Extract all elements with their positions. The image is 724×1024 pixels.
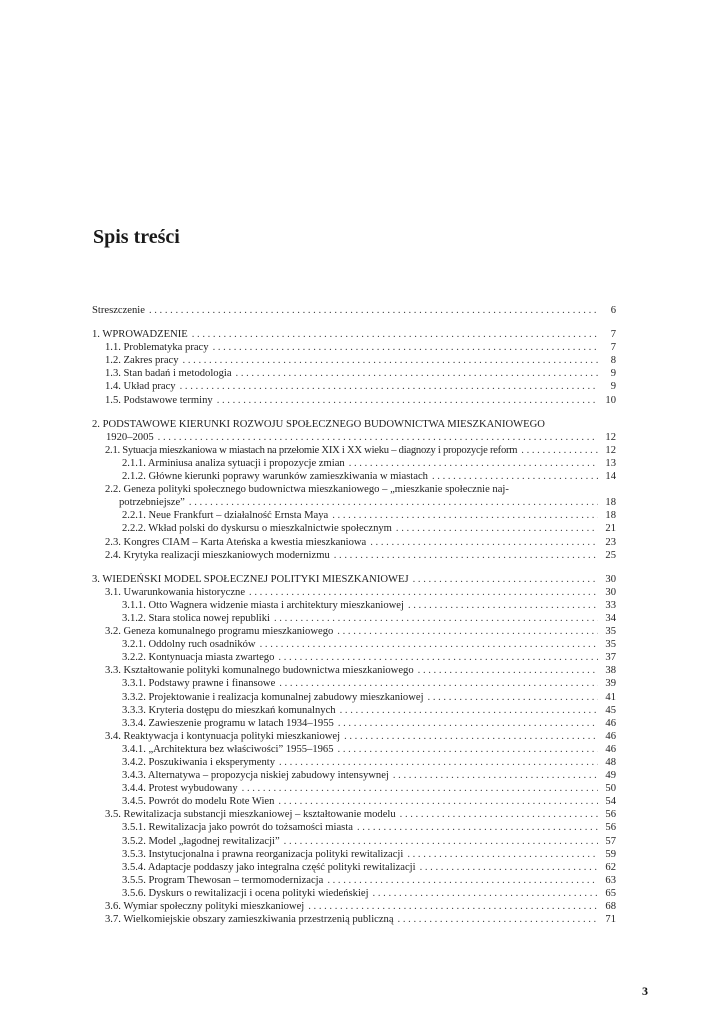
toc-entry-title: 2.1.2. Główne kierunki poprawy warunków zamieszkiwania w miastach — [122, 471, 428, 483]
toc-entry-page: 49 — [605, 770, 616, 782]
toc-entry[interactable] — [92, 900, 616, 913]
toc-entry-title-continued: 1920–2005 — [106, 431, 154, 443]
toc-entry[interactable] — [92, 861, 616, 874]
toc-entry[interactable] — [92, 457, 616, 470]
dot-leader — [236, 367, 598, 380]
toc-entry-page: 57 — [605, 835, 616, 847]
dot-leader — [344, 730, 598, 743]
toc-entry-page: 9 — [610, 381, 616, 393]
toc-entry[interactable] — [92, 730, 616, 743]
toc-entry-title-continued: potrzebniejsze” — [119, 497, 185, 509]
dot-leader — [357, 821, 598, 834]
toc-entry[interactable] — [92, 586, 616, 599]
toc-entry-title: 2. PODSTAWOWE KIERUNKI ROZWOJU SPOŁECZNEGO BUDOWNICTWA MIESZKANIOWEGO — [92, 418, 545, 430]
toc-entry[interactable] — [92, 874, 616, 887]
dot-leader — [398, 913, 598, 926]
toc-entry[interactable] — [92, 367, 616, 380]
dot-leader — [407, 848, 598, 861]
dot-leader — [521, 444, 598, 457]
toc-entry-page: 13 — [605, 457, 616, 469]
dot-leader — [370, 536, 598, 549]
toc-entry-page: 59 — [605, 848, 616, 860]
toc-entry-title: 2.2.2. Wkład polski do dyskursu o mieszkalnictwie społecznym — [122, 523, 392, 535]
toc-entry-page: 25 — [605, 549, 616, 561]
toc-entry-title: 3.4.4. Protest wybudowany — [122, 783, 238, 795]
dot-leader — [278, 795, 598, 808]
toc-entry-page: 18 — [605, 510, 616, 522]
dot-leader — [428, 691, 598, 704]
dot-leader — [373, 887, 598, 900]
toc-entry-page: 7 — [610, 329, 616, 341]
toc-entry-title: 3.5.2. Model „łagodnej rewitalizacji” — [122, 835, 280, 847]
toc-entry-page: 35 — [605, 626, 616, 638]
toc-entry-page: 56 — [605, 822, 616, 834]
toc-entry-title: 3.5.6. Dyskurs o rewitalizacji i ocena polityki wiedeńskiej — [122, 887, 369, 899]
toc-entry[interactable] — [92, 835, 616, 848]
toc-entry-title: 3.6. Wymiar społeczny polityki mieszkaniowej — [105, 901, 305, 913]
toc-entry-page: 23 — [605, 536, 616, 548]
toc-entry[interactable] — [92, 625, 616, 638]
toc-entry-abstract[interactable] — [92, 304, 616, 317]
toc-entry-page: 7 — [610, 342, 616, 354]
toc-entry-title: 3.2.1. Oddolny ruch osadników — [122, 639, 256, 651]
toc-entry[interactable] — [92, 599, 616, 612]
dot-leader — [349, 457, 598, 470]
toc-entry-page: 30 — [605, 586, 616, 598]
toc-entry-title: 3.7. Wielkomiejskie obszary zamieszkiwania przestrzenią publiczną — [105, 914, 394, 926]
toc-entry[interactable] — [92, 704, 616, 717]
toc-entry-title: 1.2. Zakres pracy — [105, 355, 179, 367]
dot-leader — [408, 599, 598, 612]
toc-entry[interactable] — [92, 549, 616, 562]
dot-leader — [284, 835, 598, 848]
dot-leader — [334, 549, 598, 562]
dot-leader — [249, 586, 598, 599]
toc-entry-title: 3.3. Kształtowanie polityki komunalnego budownictwa mieszkaniowego — [105, 665, 414, 677]
toc-entry[interactable] — [92, 651, 616, 664]
toc-entry-title: 2.1. Sytuacja mieszkaniowa w miastach na przełomie XIX i XX wieku – diagnozy i propozycje reform — [105, 444, 518, 456]
toc-entry-title: 1.1. Problematyka pracy — [105, 342, 209, 354]
toc-entry-title: 1.4. Układ pracy — [105, 381, 176, 393]
toc-entry-page: 68 — [605, 901, 616, 913]
toc-entry[interactable] — [92, 808, 616, 821]
toc-entry[interactable] — [92, 756, 616, 769]
toc-entry-title: 3.3.3. Kryteria dostępu do mieszkań komunalnych — [122, 704, 336, 716]
toc-entry-page: 12 — [605, 431, 616, 443]
toc-entry[interactable] — [92, 782, 616, 795]
toc-entry-title: 3.5.3. Instytucjonalna i prawna reorganizacja polityki rewitalizacji — [122, 848, 404, 860]
toc-entry-title: 3.3.1. Podstawy prawne i finansowe — [122, 678, 276, 690]
toc-entry[interactable] — [92, 470, 616, 483]
dot-leader — [279, 677, 598, 690]
toc-entry-title: 3.4.2. Poszukiwania i eksperymenty — [122, 757, 275, 768]
toc-entry-page: 21 — [605, 523, 616, 535]
toc-entry-title: 3.1. Uwarunkowania historyczne — [105, 586, 246, 598]
dot-leader — [274, 612, 598, 625]
toc-entry[interactable] — [92, 821, 616, 834]
toc-entry-page: 35 — [605, 639, 616, 651]
toc-chapter-3[interactable] — [92, 573, 616, 586]
toc-entry[interactable] — [92, 743, 616, 756]
toc-entry-page: 48 — [605, 757, 616, 768]
toc-entry[interactable] — [92, 536, 616, 549]
dot-leader — [180, 380, 598, 393]
toc-entry-page: 46 — [605, 743, 616, 755]
toc-entry-page: 56 — [605, 809, 616, 821]
dot-leader — [393, 769, 598, 782]
toc-entry[interactable] — [92, 638, 616, 651]
toc-entry[interactable] — [92, 769, 616, 782]
toc-entry-title: 2.1.1. Arminiusa analiza sytuacji i propozycje zmian — [122, 457, 345, 469]
dot-leader — [418, 664, 598, 677]
toc-entry-title: 3.4.3. Alternatywa – propozycja niskiej zabudowy intensywnej — [122, 770, 389, 782]
toc-entry-page: 45 — [605, 704, 616, 716]
toc-entry-title: 2.2. Geneza polityki społecznego budownictwa mieszkaniowego – „mieszkanie społecznie naj- — [105, 484, 509, 496]
toc-entry-title: Streszczenie — [92, 305, 145, 316]
toc-entry-page: 71 — [605, 914, 616, 926]
toc-entry-title: 3.2. Geneza komunalnego programu mieszkaniowego — [105, 626, 334, 638]
dot-leader — [189, 496, 598, 509]
dot-leader — [278, 651, 598, 664]
toc-entry-page: 46 — [605, 730, 616, 742]
table-of-contents — [92, 304, 616, 926]
toc-entry[interactable] — [92, 913, 616, 926]
dot-leader — [338, 717, 598, 730]
toc-entry-page: 34 — [605, 612, 616, 624]
dot-leader — [337, 625, 598, 638]
toc-entry[interactable] — [92, 380, 616, 393]
toc-entry-title: 3.1.1. Otto Wagnera widzenie miasta i architektury mieszkaniowej — [122, 599, 404, 611]
toc-entry-page: 38 — [605, 665, 616, 677]
toc-entry[interactable] — [92, 691, 616, 704]
dot-leader — [149, 304, 598, 317]
dot-leader — [432, 470, 598, 483]
dot-leader — [338, 743, 598, 756]
toc-entry[interactable] — [92, 522, 616, 535]
toc-entry-page: 18 — [605, 497, 616, 509]
toc-entry-page: 46 — [605, 717, 616, 729]
dot-leader — [158, 431, 598, 444]
toc-entry[interactable] — [92, 664, 616, 677]
toc-entry-page: 8 — [610, 355, 616, 367]
dot-leader — [340, 704, 598, 717]
toc-entry[interactable] — [92, 483, 616, 509]
toc-entry-title: 3.2.2. Kontynuacja miasta zwartego — [122, 652, 275, 664]
toc-entry[interactable] — [92, 612, 616, 625]
dot-leader — [400, 808, 598, 821]
toc-entry-title: 1.3. Stan badań i metodologia — [105, 368, 232, 380]
toc-entry-title: 2.2.1. Neue Frankfurt – działalność Ernsta Maya — [122, 510, 329, 522]
toc-entry-page: 14 — [605, 471, 616, 483]
toc-chapter-1[interactable] — [92, 328, 616, 341]
toc-entry-title: 3.3.2. Projektowanie i realizacja komunalnej zabudowy mieszkaniowej — [122, 691, 424, 703]
dot-leader — [183, 354, 598, 367]
toc-entry-title: 2.3. Kongres CIAM – Karta Ateńska a kwestia mieszkaniowa — [105, 536, 367, 548]
toc-entry-page: 37 — [605, 652, 616, 664]
toc-entry[interactable] — [92, 354, 616, 367]
toc-entry[interactable] — [92, 887, 616, 900]
dot-leader — [260, 638, 598, 651]
dot-leader — [213, 341, 598, 354]
toc-entry-page: 6 — [610, 305, 616, 316]
toc-entry[interactable] — [92, 717, 616, 730]
toc-entry-title: 3.4.5. Powrót do modelu Rote Wien — [122, 796, 275, 808]
dot-leader — [279, 756, 598, 769]
toc-entry-title: 3.5.4. Adaptacje poddaszy jako integralna część polityki rewitalizacji — [122, 861, 416, 873]
toc-entry-title: 3.5. Rewitalizacja substancji mieszkaniowej – kształtowanie modelu — [105, 809, 396, 821]
toc-entry-title: 3.4. Reaktywacja i kontynuacja polityki mieszkaniowej — [105, 730, 341, 742]
toc-entry-title: 3.5.5. Program Thewosan – termomodernizacja — [122, 874, 324, 886]
toc-entry-title: 3.5.1. Rewitalizacja jako powrót do tożsamości miasta — [122, 822, 353, 834]
toc-entry-page: 63 — [605, 874, 616, 886]
toc-entry-page: 30 — [605, 573, 616, 585]
toc-entry[interactable] — [92, 848, 616, 861]
toc-entry-title: 1. WPROWADZENIE — [92, 329, 188, 341]
toc-entry-page: 41 — [605, 691, 616, 703]
dot-leader — [332, 509, 598, 522]
page-title: Spis treści — [93, 226, 180, 248]
toc-entry-page: 65 — [605, 887, 616, 899]
toc-entry[interactable] — [92, 795, 616, 808]
toc-entry-page: 62 — [605, 861, 616, 873]
toc-entry-title: 2.4. Krytyka realizacji mieszkaniowych modernizmu — [105, 549, 330, 561]
dot-leader — [327, 874, 598, 887]
dot-leader — [420, 861, 598, 874]
toc-entry-page: 54 — [605, 796, 616, 808]
toc-entry[interactable] — [92, 341, 616, 354]
toc-entry-title: 3. WIEDEŃSKI MODEL SPOŁECZNEJ POLITYKI MIESZKANIOWEJ — [92, 573, 409, 585]
toc-entry-title: 3.1.2. Stara stolica nowej republiki — [122, 612, 270, 624]
dot-leader — [217, 394, 598, 407]
toc-chapter-2[interactable] — [92, 418, 616, 444]
dot-leader — [308, 900, 598, 913]
toc-entry[interactable] — [92, 444, 616, 457]
toc-entry-title: 3.3.4. Zawieszenie programu w latach 1934–1955 — [122, 717, 334, 729]
toc-entry-title: 3.4.1. „Architektura bez właściwości” 1955–1965 — [122, 743, 334, 755]
toc-entry[interactable] — [92, 394, 616, 407]
toc-entry-title: 1.5. Podstawowe terminy — [105, 394, 213, 406]
dot-leader — [413, 573, 598, 586]
dot-leader — [192, 328, 598, 341]
toc-entry-page: 33 — [605, 599, 616, 611]
toc-entry-page: 9 — [610, 368, 616, 380]
toc-entry-page: 12 — [605, 444, 616, 456]
toc-entry-page: 10 — [605, 394, 616, 406]
dot-leader — [396, 522, 598, 535]
toc-entry[interactable] — [92, 509, 616, 522]
toc-entry-page: 50 — [605, 783, 616, 795]
toc-entry[interactable] — [92, 677, 616, 690]
page-number: 3 — [642, 984, 648, 998]
toc-entry-page: 39 — [605, 678, 616, 690]
dot-leader — [242, 782, 598, 795]
